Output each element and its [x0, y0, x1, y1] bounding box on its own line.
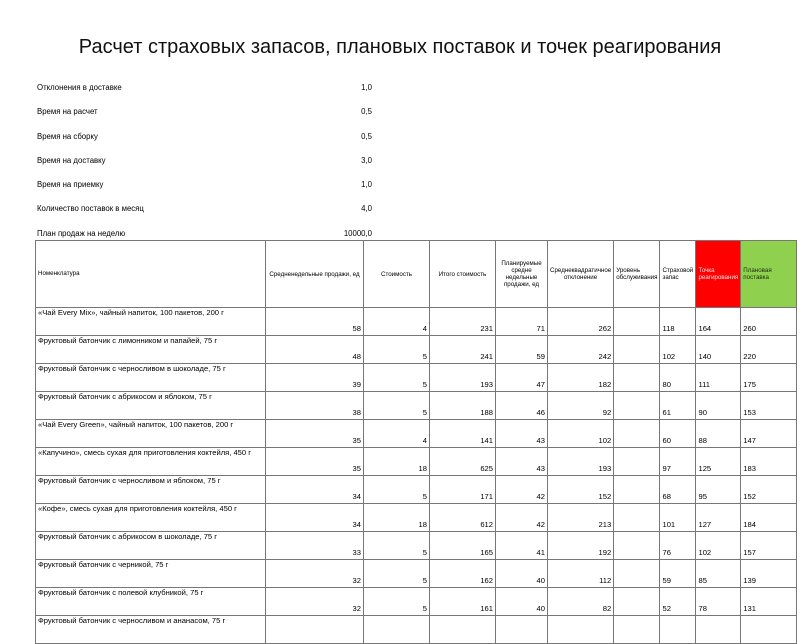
cell-safety: 59: [660, 560, 696, 588]
cell-sales: 58: [266, 308, 364, 336]
header-row: [36, 241, 797, 308]
cell-service: [614, 364, 660, 392]
cell-total: 188: [430, 392, 496, 420]
cell-cost: 5: [364, 588, 430, 616]
cell-plan: 71: [496, 308, 548, 336]
col-header-sales: Средненедельные продажи, ед: [266, 241, 364, 308]
cell-safety: 68: [660, 476, 696, 504]
cell-service: [614, 336, 660, 364]
cell-sd: 192: [548, 532, 614, 560]
col-header-plan: Планируемые средне недельные продажи, ед: [496, 241, 548, 308]
cell-name: Фруктовый батончик с черносливом в шоколаде, 75 г: [36, 364, 266, 392]
cell-reaction: 95: [696, 476, 741, 504]
param-value: 10000,0: [343, 228, 372, 238]
cell-service: [614, 420, 660, 448]
cell-plan: 43: [496, 420, 548, 448]
cell-safety: [660, 616, 696, 644]
cell-safety: 97: [660, 448, 696, 476]
cell-sales: 32: [266, 560, 364, 588]
cell-safety: 76: [660, 532, 696, 560]
cell-sd: 112: [548, 560, 614, 588]
cell-safety: 60: [660, 420, 696, 448]
cell-sd: [548, 616, 614, 644]
cell-sales: 33: [266, 532, 364, 560]
param-label: Отклонения в доставке: [37, 83, 122, 92]
table-row: [36, 532, 797, 560]
cell-safety: 102: [660, 336, 696, 364]
cell-sales: 32: [266, 588, 364, 616]
cell-safety: 101: [660, 504, 696, 532]
cell-sales: 38: [266, 392, 364, 420]
col-header-service: Уровень обслуживания: [614, 241, 660, 308]
param-label: План продаж на неделю: [37, 228, 126, 238]
cell-name: Фруктовый батончик с черносливом и ананасом, 75 г: [36, 616, 266, 644]
cell-planned: 131: [741, 588, 797, 616]
cell-reaction: 164: [696, 308, 741, 336]
cell-sd: 92: [548, 392, 614, 420]
table-row: [36, 588, 797, 616]
cell-total: 625: [430, 448, 496, 476]
col-header-name: Номенклатура: [36, 241, 266, 308]
table-row: [36, 308, 797, 336]
cell-cost: 18: [364, 448, 430, 476]
cell-service: [614, 392, 660, 420]
param-value: 1,0: [361, 180, 372, 190]
cell-sales: 48: [266, 336, 364, 364]
table-row: [36, 336, 797, 364]
cell-name: «Чай Every Mix», чайный напиток, 100 пакетов, 200 г: [36, 308, 266, 336]
cell-cost: 5: [364, 476, 430, 504]
cell-plan: 59: [496, 336, 548, 364]
col-header-planned: Плановая поставка: [741, 241, 797, 308]
table-row: [36, 420, 797, 448]
cell-planned: 183: [741, 448, 797, 476]
cell-sd: 102: [548, 420, 614, 448]
cell-total: 241: [430, 336, 496, 364]
cell-reaction: 125: [696, 448, 741, 476]
cell-safety: 52: [660, 588, 696, 616]
cell-plan: 40: [496, 588, 548, 616]
cell-sales: 34: [266, 476, 364, 504]
cell-name: Фруктовый батончик с абрикосом в шоколаде, 75 г: [36, 532, 266, 560]
table-row: [36, 364, 797, 392]
param-value: 1,0: [361, 83, 372, 92]
cell-sd: 152: [548, 476, 614, 504]
cell-reaction: 90: [696, 392, 741, 420]
cell-name: Фруктовый батончик с черносливом и яблоком, 75 г: [36, 476, 266, 504]
cell-planned: 152: [741, 476, 797, 504]
col-header-total: Итого стоимость: [430, 241, 496, 308]
cell-total: 161: [430, 588, 496, 616]
cell-plan: 40: [496, 560, 548, 588]
cell-sd: 182: [548, 364, 614, 392]
param-row: [37, 204, 377, 228]
table-row: [36, 504, 797, 532]
param-label: Время на доставку: [37, 155, 106, 165]
cell-name: «Капучино», смесь сухая для приготовления коктейля, 450 г: [36, 448, 266, 476]
cell-sales: 35: [266, 448, 364, 476]
param-value: 0,5: [361, 131, 372, 141]
param-value: 4,0: [361, 204, 372, 214]
cell-service: [614, 504, 660, 532]
param-row: [37, 107, 377, 131]
cell-plan: [496, 616, 548, 644]
cell-name: «Кофе», смесь сухая для приготовления коктейля, 450 г: [36, 504, 266, 532]
cell-service: [614, 308, 660, 336]
cell-plan: 47: [496, 364, 548, 392]
col-header-cost: Стоимость: [364, 241, 430, 308]
cell-sales: [266, 616, 364, 644]
cell-reaction: 88: [696, 420, 741, 448]
param-value: 0,5: [361, 107, 372, 117]
cell-cost: 5: [364, 560, 430, 588]
cell-plan: 41: [496, 532, 548, 560]
cell-planned: 139: [741, 560, 797, 588]
cell-planned: 147: [741, 420, 797, 448]
cell-planned: 220: [741, 336, 797, 364]
cell-service: [614, 532, 660, 560]
cell-cost: 5: [364, 336, 430, 364]
cell-cost: 4: [364, 308, 430, 336]
cell-cost: 4: [364, 420, 430, 448]
cell-planned: 184: [741, 504, 797, 532]
cell-reaction: 102: [696, 532, 741, 560]
table-row: [36, 616, 797, 644]
cell-sd: 213: [548, 504, 614, 532]
table-row: [36, 560, 797, 588]
stock-table: [35, 240, 797, 644]
cell-service: [614, 616, 660, 644]
cell-planned: 153: [741, 392, 797, 420]
cell-planned: 157: [741, 532, 797, 560]
cell-safety: 118: [660, 308, 696, 336]
cell-sd: 262: [548, 308, 614, 336]
cell-planned: [741, 616, 797, 644]
param-row: [37, 83, 377, 107]
cell-sd: 82: [548, 588, 614, 616]
cell-sd: 242: [548, 336, 614, 364]
cell-cost: 5: [364, 532, 430, 560]
cell-planned: 260: [741, 308, 797, 336]
cell-safety: 80: [660, 364, 696, 392]
cell-safety: 61: [660, 392, 696, 420]
cell-name: Фруктовый батончик с полевой клубникой, 75 г: [36, 588, 266, 616]
param-row: [37, 180, 377, 204]
col-header-sd: Среднеквадратичное отклонение: [548, 241, 614, 308]
table-body: [36, 241, 797, 644]
cell-sales: 35: [266, 420, 364, 448]
page-title: Расчет страховых запасов, плановых поставок и точек реагирования: [78, 36, 722, 58]
cell-service: [614, 588, 660, 616]
cell-reaction: 85: [696, 560, 741, 588]
cell-reaction: 140: [696, 336, 741, 364]
cell-cost: 5: [364, 364, 430, 392]
cell-total: 612: [430, 504, 496, 532]
table-row: [36, 448, 797, 476]
cell-name: Фруктовый батончик с абрикосом и яблоком, 75 г: [36, 392, 266, 420]
param-label: Количество поставок в месяц: [37, 204, 144, 214]
param-label: Время на расчет: [37, 107, 98, 117]
cell-name: Фруктовый батончик с лимонником и папайей, 75 г: [36, 336, 266, 364]
cell-service: [614, 476, 660, 504]
col-header-safety: Страховой запас: [660, 241, 696, 308]
col-header-reaction: Точка реагирования: [696, 241, 741, 308]
cell-cost: 5: [364, 392, 430, 420]
table-row: [36, 476, 797, 504]
cell-service: [614, 448, 660, 476]
param-value: 3,0: [361, 155, 372, 165]
param-label: Время на сборку: [37, 131, 98, 141]
cell-total: 162: [430, 560, 496, 588]
cell-plan: 42: [496, 504, 548, 532]
cell-plan: 42: [496, 476, 548, 504]
cell-planned: 175: [741, 364, 797, 392]
cell-name: «Чай Every Green», чайный напиток, 100 пакетов, 200 г: [36, 420, 266, 448]
cell-total: 231: [430, 308, 496, 336]
cell-service: [614, 560, 660, 588]
cell-total: [430, 616, 496, 644]
cell-reaction: 127: [696, 504, 741, 532]
cell-plan: 43: [496, 448, 548, 476]
cell-reaction: 111: [696, 364, 741, 392]
cell-cost: [364, 616, 430, 644]
param-label: Время на приемку: [37, 180, 104, 190]
cell-sales: 39: [266, 364, 364, 392]
cell-total: 171: [430, 476, 496, 504]
cell-reaction: 78: [696, 588, 741, 616]
param-row: [37, 156, 377, 180]
param-row: [37, 132, 377, 156]
cell-sales: 34: [266, 504, 364, 532]
cell-reaction: [696, 616, 741, 644]
cell-total: 165: [430, 532, 496, 560]
table-row: [36, 392, 797, 420]
cell-plan: 46: [496, 392, 548, 420]
cell-total: 141: [430, 420, 496, 448]
cell-name: Фруктовый батончик с черникой, 75 г: [36, 560, 266, 588]
cell-total: 193: [430, 364, 496, 392]
parameters-block: [37, 83, 377, 253]
cell-cost: 18: [364, 504, 430, 532]
cell-sd: 193: [548, 448, 614, 476]
